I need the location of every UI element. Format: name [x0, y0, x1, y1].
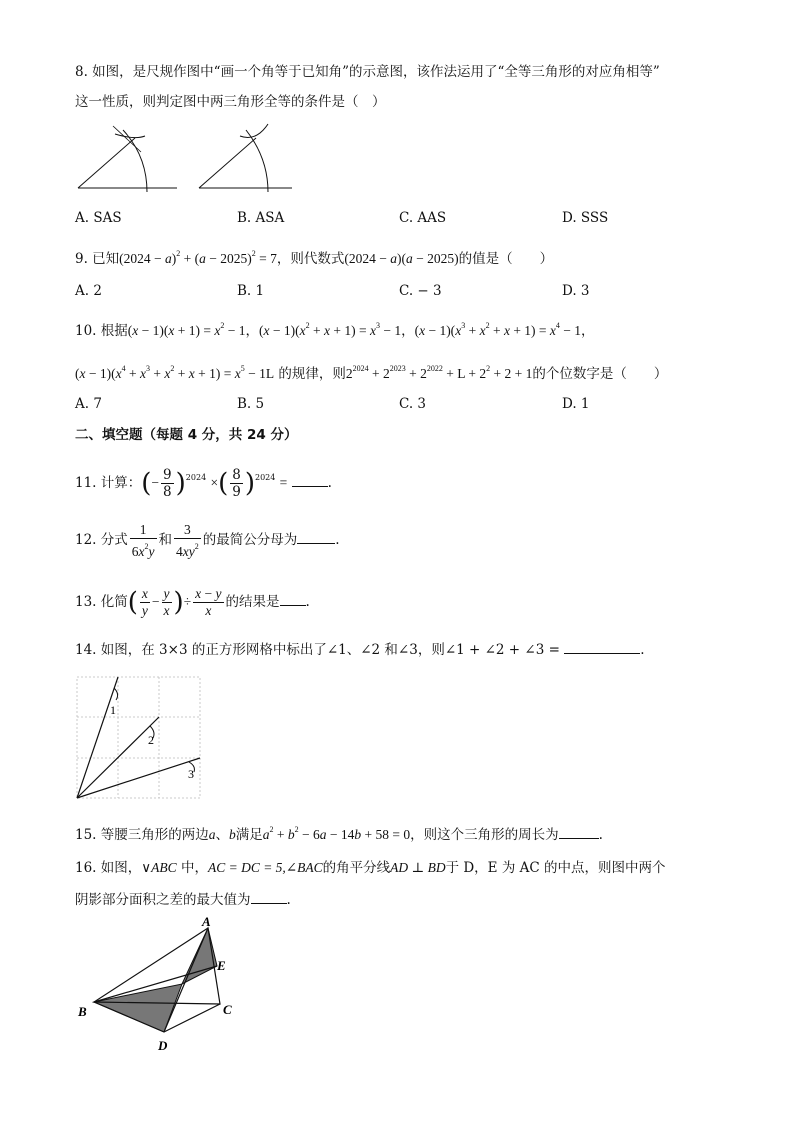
q16-label-c: C — [223, 1002, 232, 1017]
q8-option-d[interactable]: D. SSS — [562, 210, 609, 226]
q8-figure-right — [196, 118, 306, 198]
q16-stem-line1 — [75, 858, 665, 878]
q13-stem: 13. 化简( $\frac{x}{y}$ − $\frac{y}{x}$ )÷ $\frac{x - y}{x}$ 的结果是 . — [75, 586, 310, 618]
q10-prefix: 10. 根据 — [75, 323, 128, 339]
q8-option-b[interactable]: B. ASA — [237, 210, 285, 226]
q16-suffix-2: 于 D，E 为 AC 的中点，则图中两个 — [445, 860, 666, 876]
q9-option-c[interactable]: C. − 3 — [399, 283, 442, 299]
q14-angle-label-1: 1 — [110, 703, 116, 717]
q10-option-d[interactable]: D. 1 — [562, 396, 590, 412]
q13-prefix: 13. 化简 — [75, 594, 128, 610]
q12-prefix: 12. 分式 — [75, 532, 128, 548]
q8-option-c[interactable]: C. AAS — [399, 210, 447, 226]
q15-equation: $a^2 + b^2 - 6a - 14b + 58 = 0$ — [262, 825, 411, 842]
q16-triangle-figure — [74, 914, 244, 1058]
q8-option-a[interactable]: A. SAS — [75, 210, 122, 226]
q10-stem-line2 — [75, 359, 667, 384]
q10-identity-1: $(x - 1)(x + 1) = x^2 - 1$ — [127, 321, 246, 338]
q9-option-a[interactable]: A. 2 — [75, 283, 102, 299]
q16-label-b: B — [78, 1004, 87, 1019]
q12-suffix: 的最简公分母为 — [202, 532, 298, 548]
q10-option-b[interactable]: B. 5 — [237, 396, 265, 412]
q9-equals: = 7 — [259, 251, 277, 266]
q16-condition-1: AC = DC = 5,∠BAC — [207, 860, 323, 875]
q16-condition-2: AD ⊥ BD — [390, 860, 446, 875]
q16-prefix: 16. 如图， — [75, 860, 142, 876]
q16-line2: 阴影部分面积之差的最大值为 — [75, 892, 251, 908]
q13-end: . — [305, 594, 310, 610]
q9-expression: $(2024 - a)^2 + (a - 2025)^2$ — [119, 249, 256, 266]
q11-answer-blank[interactable] — [292, 472, 328, 487]
q9-stem — [75, 244, 553, 269]
q9-mid: ，则代数式 — [276, 251, 345, 267]
q16-mid: 中， — [180, 860, 208, 876]
q11-stem: 11. 计算：(− $\frac{9}{8}$ )$^{2024}$ ×( $\frac{8}{9}$ )$^{2024}$ = . — [75, 467, 332, 500]
q9-algebraic-expression: (2024 − a)(a − 2025) — [344, 251, 459, 266]
q9-option-d[interactable]: D. 3 — [562, 283, 590, 299]
q12-and: 和 — [158, 532, 173, 548]
q9-option-b[interactable]: B. 1 — [237, 283, 265, 299]
q16-stem-line2 — [75, 889, 291, 910]
q14-text: 14. 如图，在 3×3 的正方形网格中标出了∠1、∠2 和∠3，则∠1 + ∠2 + ∠3 = — [75, 642, 560, 658]
q16-label-d: D — [158, 1038, 168, 1053]
q11-prefix: 11. 计算： — [75, 475, 142, 491]
q14-angle-label-3: 3 — [188, 767, 194, 781]
q16-end: . — [286, 892, 291, 908]
q14-answer-blank[interactable] — [564, 639, 640, 654]
q14-stem — [75, 639, 645, 660]
q10-option-a[interactable]: A. 7 — [75, 396, 102, 412]
q12-stem: 12. 分式 $\frac{1}{6x^2y}$ 和 $\frac{3}{4xy^2}$ 的最简公分母为 . — [75, 521, 340, 559]
q8-stem-line1: 8. 如图，是尺规作图中“画一个角等于已知角”的示意图，该作法运用了“全等三角形的对应角相等” — [75, 64, 660, 80]
q11-end: . — [327, 475, 332, 491]
q10-option-c[interactable]: C. 3 — [399, 396, 427, 412]
q14-end: . — [640, 642, 645, 658]
q10-identity-4: $(x - 1)(x^4 + x^3 + x^2 + x + 1) = x^5 - 1L$ — [75, 364, 275, 381]
q8-stem-line2: 这一性质，则判定图中两三角形全等的条件是（ ） — [75, 94, 386, 110]
q13-answer-blank[interactable] — [280, 591, 306, 606]
q13-suffix: 的结果是 — [225, 594, 280, 610]
q12-end: . — [335, 532, 340, 548]
q15-mid: 满足 — [235, 827, 263, 843]
q10-identity-3: $(x - 1)(x^3 + x^2 + x + 1) = x^4 - 1$ — [414, 321, 582, 338]
q16-triangle: ∨ABC — [141, 860, 177, 875]
q15-suffix: ，则这个三角形的周长为 — [410, 827, 559, 843]
q14-angle-label-2: 2 — [148, 733, 154, 747]
q15-end: . — [598, 827, 603, 843]
q10-mid: 的规律，则 — [278, 366, 346, 382]
q10-identity-2: $(x - 1)(x^2 + x + 1) = x^3 - 1$ — [258, 321, 402, 338]
q16-answer-blank[interactable] — [251, 889, 287, 904]
q15-answer-blank[interactable] — [559, 824, 599, 839]
q15-variables: a、b — [208, 827, 236, 842]
q16-suffix-1: 的角平分线 — [322, 860, 391, 876]
q16-label-a: A — [202, 914, 211, 929]
q16-label-e: E — [217, 958, 226, 973]
q9-prefix: 9. 已知 — [75, 251, 120, 267]
q12-answer-blank[interactable] — [297, 529, 335, 544]
q10-suffix: 的个位数字是（ ） — [532, 366, 668, 382]
q14-grid-figure — [76, 676, 202, 800]
q10-power-sum: $2^{2024} + 2^{2023} + 2^{2022} + L + 2^2 + 2 + 1$ — [345, 364, 533, 381]
q9-suffix: 的值是（ ） — [458, 251, 554, 267]
q8-figure-left — [75, 118, 185, 198]
q10-stem-line1: 10. 根据$(x - 1)(x + 1) = x^2 - 1$，$(x - 1)(x^2 + x + 1) = x^3 - 1$，$(x - 1)(x^3 + x^2 + x + 1) = x^4 - 1$， — [75, 321, 595, 339]
q15-stem — [75, 820, 603, 845]
section-2-title: 二、填空题（每题 4 分，共 24 分） — [75, 427, 298, 443]
q15-prefix: 15. 等腰三角形的两边 — [75, 827, 209, 843]
